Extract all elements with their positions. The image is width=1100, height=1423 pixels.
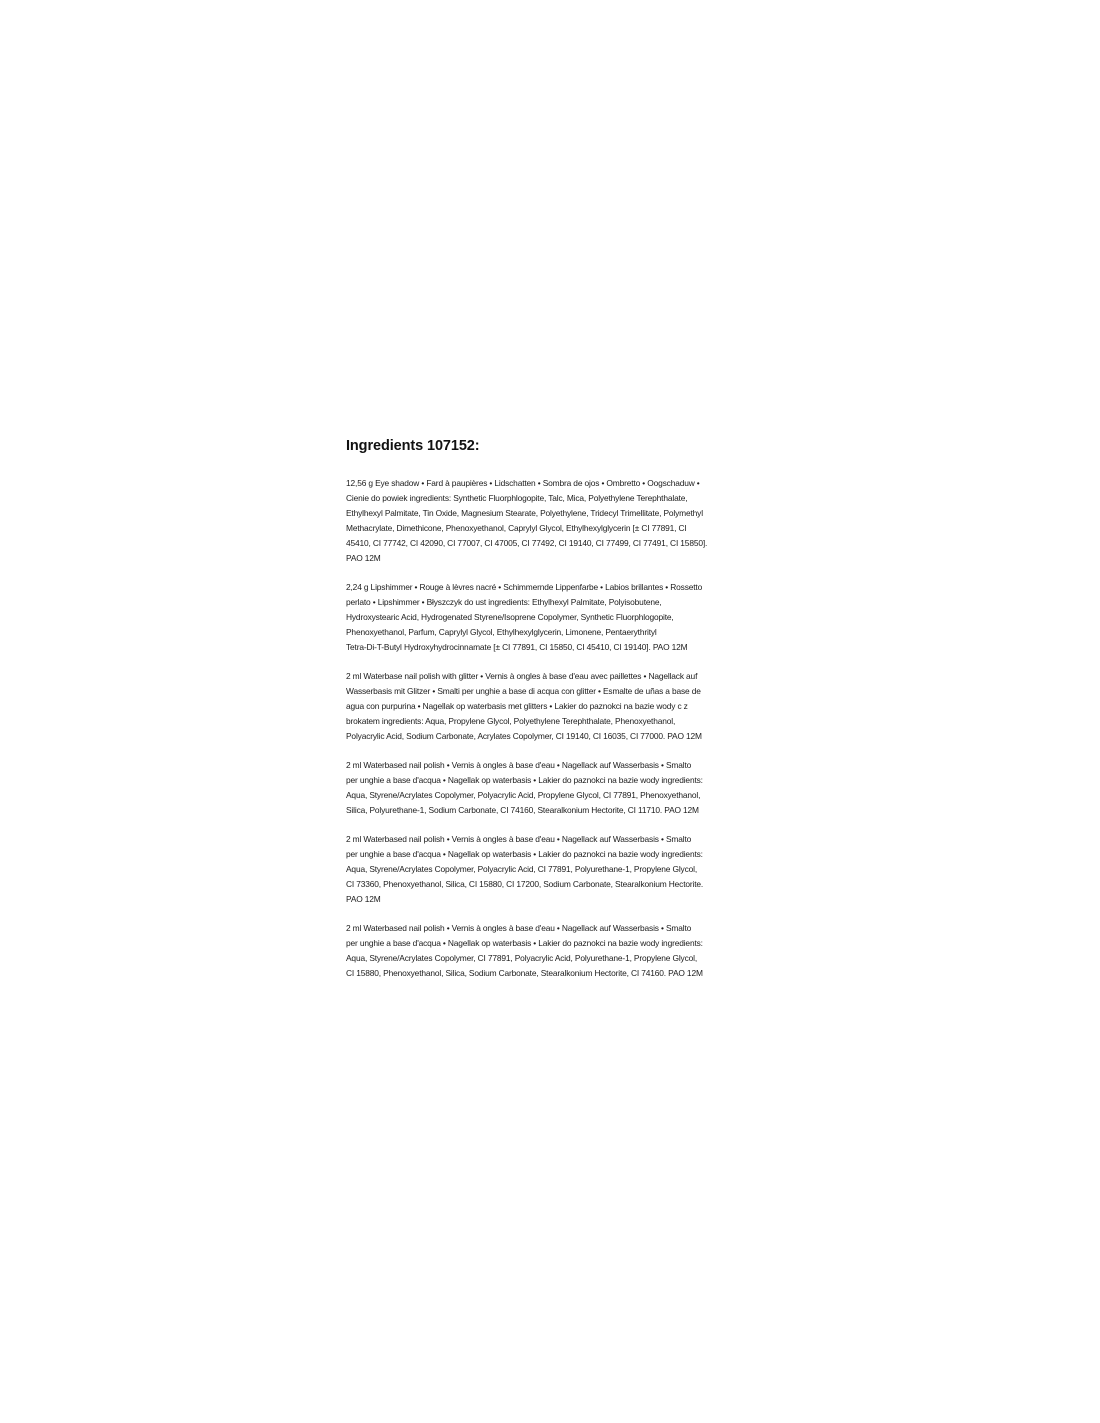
text-line: Aqua, Styrene/Acrylates Copolymer, Polyacrylic Acid, Propylene Glycol, CI 77891, Phenoxyethanol, — [346, 790, 701, 800]
text-line: agua con purpurina • Nagellak op waterbasis met glitters • Lakier do paznokci na bazie wody c z — [346, 701, 688, 711]
ingredient-section-nail-polish-glitter — [346, 669, 774, 744]
ingredient-section-nail-polish-3 — [346, 921, 774, 981]
text-line: Cienie do powiek ingredients: Synthetic Fluorphlogopite, Talc, Mica, Polyethylene Terephthalate, — [346, 493, 688, 503]
text-line: Phenoxyethanol, Parfum, Caprylyl Glycol, Ethylhexylglycerin, Limonene, Pentaerythrityl — [346, 627, 657, 637]
document-title: Ingredients 107152: — [346, 438, 480, 454]
ingredients-document — [346, 438, 774, 995]
text-line: Aqua, Styrene/Acrylates Copolymer, Polyacrylic Acid, CI 77891, Polyurethane-1, Propylene Glycol, — [346, 864, 698, 874]
text-line: Wasserbasis mit Glitzer • Smalti per unghie a base di acqua con glitter • Esmalte de uñas a base de — [346, 686, 701, 696]
ingredient-section-lipshimmer — [346, 580, 774, 655]
text-line: Hydroxystearic Acid, Hydrogenated Styrene/Isoprene Copolymer, Synthetic Fluorphlogopite, — [346, 612, 674, 622]
text-line: 45410, CI 77742, CI 42090, CI 77007, CI 47005, CI 77492, CI 19140, CI 77499, CI 77491, CI 15850]. — [346, 538, 708, 548]
text-line: 2 ml Waterbased nail polish • Vernis à ongles à base d'eau • Nagellack auf Wasserbasis • Smalto — [346, 923, 692, 933]
text-line: Polyacrylic Acid, Sodium Carbonate, Acrylates Copolymer, CI 19140, CI 16035, CI 77000. PAO 12M — [346, 731, 702, 741]
ingredient-section-nail-polish-1 — [346, 758, 774, 818]
text-line: 2 ml Waterbased nail polish • Vernis à ongles à base d'eau • Nagellack auf Wasserbasis • Smalto — [346, 760, 692, 770]
ingredient-section-nail-polish-2 — [346, 832, 774, 907]
text-line: 2,24 g Lipshimmer • Rouge à lèvres nacré • Schimmernde Lippenfarbe • Labios brillantes • Rossetto — [346, 582, 703, 592]
text-line: 2 ml Waterbased nail polish • Vernis à ongles à base d'eau • Nagellack auf Wasserbasis • Smalto — [346, 834, 692, 844]
text-line: Aqua, Styrene/Acrylates Copolymer, CI 77891, Polyacrylic Acid, Polyurethane-1, Propylene Glycol, — [346, 953, 698, 963]
text-line: PAO 12M — [346, 553, 381, 563]
text-line: 12,56 g Eye shadow • Fard à paupières • Lidschatten • Sombra de ojos • Ombretto • Oogschaduw • — [346, 478, 700, 488]
text-line: brokatem ingredients: Aqua, Propylene Glycol, Polyethylene Terephthalate, Phenoxyethanol, — [346, 716, 676, 726]
text-line: CI 15880, Phenoxyethanol, Silica, Sodium Carbonate, Stearalkonium Hectorite, CI 74160. PAO 12M — [346, 968, 703, 978]
text-line: PAO 12M — [346, 894, 381, 904]
text-line: Tetra-Di-T-Butyl Hydroxyhydrocinnamate [± CI 77891, CI 15850, CI 45410, CI 19140]. PAO 12M — [346, 642, 688, 652]
text-line: CI 73360, Phenoxyethanol, Silica, CI 15880, CI 17200, Sodium Carbonate, Stearalkonium Hectorite. — [346, 879, 704, 889]
ingredient-section-eye-shadow — [346, 476, 774, 566]
text-line: per unghie a base d'acqua • Nagellak op waterbasis • Lakier do paznokci na bazie wody ingredients: — [346, 849, 703, 859]
text-line: Methacrylate, Dimethicone, Phenoxyethanol, Caprylyl Glycol, Ethylhexylglycerin [± CI 77891, CI — [346, 523, 687, 533]
text-line: Silica, Polyurethane-1, Sodium Carbonate, CI 74160, Stearalkonium Hectorite, CI 11710. PAO 12M — [346, 805, 699, 815]
text-line: perlato • Lipshimmer • Błyszczyk do ust ingredients: Ethylhexyl Palmitate, Polyisobutene, — [346, 597, 662, 607]
text-line: per unghie a base d'acqua • Nagellak op waterbasis • Lakier do paznokci na bazie wody ingredients: — [346, 938, 703, 948]
text-line: Ethylhexyl Palmitate, Tin Oxide, Magnesium Stearate, Polyethylene, Tridecyl Trimellitate, Polymethyl — [346, 508, 703, 518]
text-line: per unghie a base d'acqua • Nagellak op waterbasis • Lakier do paznokci na bazie wody ingredients: — [346, 775, 703, 785]
text-line: 2 ml Waterbase nail polish with glitter • Vernis à ongles à base d'eau avec paillettes • Nagellack auf — [346, 671, 698, 681]
